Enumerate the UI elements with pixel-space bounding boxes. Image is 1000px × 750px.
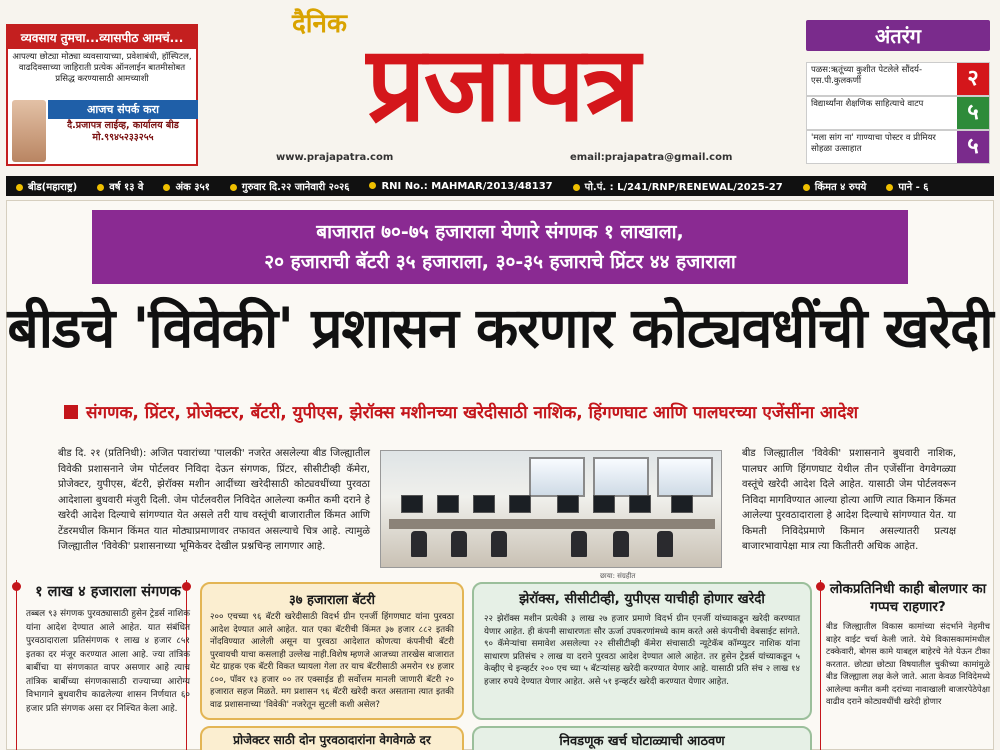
bullet-icon xyxy=(369,182,376,189)
lead-kicker-line2: २० हजाराची बॅटरी ३५ हजाराला, ३०-३५ हजाराचे प्रिंटर ४४ हजाराला xyxy=(264,251,736,273)
column-divider xyxy=(820,580,821,750)
column-divider xyxy=(16,580,17,750)
inside-item xyxy=(806,62,990,96)
info-location: बीड(महाराष्ट्र) xyxy=(6,179,87,193)
lead-photo-computer-lab xyxy=(380,450,722,568)
masthead-email: email:prajapatra@gmail.com xyxy=(570,152,733,163)
story-heading: प्रोजेक्टर साठी दोन पुरवठादारांना वेगवेगळे दर xyxy=(233,733,431,747)
photo-monitor xyxy=(593,495,615,513)
bullet-icon xyxy=(573,184,580,191)
info-postal: पो.पं. : L/241/RNP/RENEWAL/2025-27 xyxy=(563,179,793,193)
masthead-daily: दैनिक xyxy=(292,9,347,39)
inside-item-text: 'मला सांग ना' गाण्याचा पोस्टर व प्रीमियर सोहळा उत्साहात xyxy=(811,133,936,154)
photo-monitor xyxy=(557,495,579,513)
ad-headline: व्यवसाय तुमचा...व्यासपीठ आमचं... xyxy=(8,26,196,49)
ad-cta: आजच संपर्क करा xyxy=(48,100,198,119)
photo-monitor xyxy=(629,495,651,513)
ad-office-name: दै.प्रजापत्र लाईव्ह, कार्यालय बीड xyxy=(67,120,179,131)
photo-chair xyxy=(657,531,673,557)
photo-monitor xyxy=(473,495,495,513)
photo-desk xyxy=(389,519,715,529)
inside-item-text: विद्यार्थ्यांना शैक्षणिक साहित्याचे वाटप xyxy=(811,99,924,109)
masthead-website: www.prajapatra.com xyxy=(276,152,394,163)
story-xerox-box xyxy=(472,582,812,720)
lead-headline: बीडचे 'विवेकी' प्रशासन करणार कोट्यवधींची खरेदी xyxy=(7,295,993,360)
advertisement-box xyxy=(6,24,198,166)
photo-window xyxy=(593,457,649,497)
lead-kicker-line1: बाजारात ७०-७५ हजाराला येणारे संगणक १ लाखाला, xyxy=(316,221,684,243)
inside-item-page: २ xyxy=(957,63,989,95)
photo-monitor xyxy=(509,495,531,513)
info-rni: RNI No.: MAHMAR/2013/48137 xyxy=(359,181,562,192)
photo-chair xyxy=(613,531,629,557)
masthead-title: प्रजापत्र xyxy=(366,22,639,145)
photo-monitor xyxy=(401,495,423,513)
story-projector-box xyxy=(200,726,464,750)
story-heading: १ लाख ४ हजाराला संगणक xyxy=(35,584,181,600)
ad-office xyxy=(48,120,198,144)
info-price: किंमत ४ रुपये xyxy=(793,179,877,193)
photo-caption: छाया: संग्रहीत xyxy=(600,572,636,580)
bullet-icon xyxy=(163,184,170,191)
story-heading: झेरॉक्स, सीसीटीव्ही, युपीएस याचीही होणार खरेदी xyxy=(519,591,765,607)
lead-kicker xyxy=(92,210,908,284)
photo-window xyxy=(657,457,713,497)
story-representatives xyxy=(826,580,990,708)
inside-item-page: ५ xyxy=(957,97,989,129)
inside-item xyxy=(806,130,990,164)
bullet-icon xyxy=(803,184,810,191)
bullet-icon xyxy=(16,184,23,191)
inside-item-page: ५ xyxy=(957,131,989,163)
info-year: वर्ष १३ वे xyxy=(87,179,153,193)
inside-index xyxy=(806,20,990,164)
photo-window xyxy=(529,457,585,497)
lead-subhead: संगणक, प्रिंटर, प्रोजेक्टर, बॅटरी, युपीएस, झेरॉक्स मशीनच्या खरेदीसाठी नाशिक, हिंगणघाट आणि पालघरच्या एजेंसींना आदेश xyxy=(64,400,944,423)
bullet-icon xyxy=(230,184,237,191)
inside-item xyxy=(806,96,990,130)
masthead xyxy=(230,4,775,164)
photo-chair xyxy=(491,531,507,557)
issue-info-bar xyxy=(6,176,994,196)
ad-phone: मो.९९४५२३३२५५ xyxy=(92,132,154,143)
ad-body: आपल्या छोट्या मोठ्या व्यवसायाच्या, प्रवेशाबंधी, हॉस्पिटल, वाढदिवसाच्या जाहिराती प्रत्येक ऑनलाईन बातमीसोबत प्रसिद्ध करण्यासाठी आमच्याशी xyxy=(12,52,192,84)
photo-monitor xyxy=(437,495,459,513)
photo-chair xyxy=(451,531,467,557)
story-body: बीड जिल्ह्यातील विकास कामांच्या संदर्भाने नेहमीच बाहेर वाईट चर्चा केली जाते. येथे विकासकामांमधील टक्केवारी, बोगस कामे याबद्दल बाहेरचे नेते येऊन टीका करतात. छोट्या छोट्या विषयातील चुकीच्या कामांमुळे बीड जिल्ह्याला लक्ष केले जाते. आता केवळ निविदेमध्ये आलेल्या कमीत कमी दरांच्या नावाखाली बाजारपेठेपेक्षा वाढीव दराने कोट्यवधींची खरेदी होणार xyxy=(826,621,990,706)
ad-photo xyxy=(12,100,46,162)
story-election-box xyxy=(472,726,812,750)
photo-chair xyxy=(571,531,587,557)
story-body: २२ झेरॉक्स मशीन प्रत्येकी ३ लाख २७ हजार प्रमाणे विदर्भ ग्रीन एनर्जी यांच्याकडून खरेदी करण्यात येणार आहेत. ही कंपनी साधारणतः सौर ऊर्जा उपकरणांमध्ये काम करते असे कंपनीची वेबसाईट सांगते. ९० कॅमेऱ्यांचा समावेश असलेल्या २२ सीसीटीव्ही कॅमेरा संचासाठी न्यूटेकॅब कॉम्प्युटर नाशिक यांना साधारण प्रतिसंच २ लाख या दराने पुरवठा आदेश देण्यात आले आहेत. तर हुसेन ट्रेडर्स यांच्याकडून ५ केव्हीए चे इन्व्हर्टर २०० एच च्या ५ बॅटऱ्यांसह खरेदी करण्यात येणार आहे. यासाठी प्रति संच २ लाख १४ हजार रुपये देण्यात येणार आहेत. असे ५१ इन्व्हर्टर खरेदी करण्यात येणार आहेत. xyxy=(484,614,800,687)
lead-body-right: बीड जिल्ह्यातील 'विवेकी' प्रशासनाने बुधवारी नाशिक, पालघर आणि हिंगणघाट येथील तीन एजेंसींना वेगवेगळ्या वस्तूंचे खरेदी आदेश दिले आहेत. यासाठी जेम पोर्टलवरून निविदा मागविण्यात आल्या होत्या आणि त्यात किमान किंमत आलेल्या पुरवठादाराला हे आदेश दिल्याचे सांगण्यात येत. या किमती निविदेप्रमाणे किमान असल्यातरी प्रत्यक्ष बाजारभावापेक्षा मात्र त्या कितीतरी अधिक आहेत. xyxy=(742,448,956,552)
photo-monitor xyxy=(671,495,693,513)
inside-title: अंतरंग xyxy=(806,20,990,51)
story-heading: ३७ हजाराला बॅटरी xyxy=(288,593,375,608)
story-battery-box xyxy=(200,582,464,720)
story-body: तब्बल ९३ संगणक पुरवठ्यासाठी हुसेन ट्रेडर्स नाशिक यांना आदेश देण्यात आले आहेत. यात संबंधित पुरवठादाराला प्रतिसंगणक १ लाख ४ हजार ८५१ इतका दर मंजूर करण्यात आला आहे. ज्या तांत्रिक बाबींचा या संगणकात वापर असणार आहे त्याच तांत्रिक बाबींच्या संगणकासाठी राज्याच्या आरोग्य विभागाने बुधवारीच काढलेल्या शासन निर्णयात ६० हजार प्रति संगणक असा दर निश्चित केला आहे. xyxy=(26,609,190,714)
bullet-icon xyxy=(97,184,104,191)
story-heading: निवडणूक खर्च घोटाळ्याची आठवण xyxy=(559,734,725,749)
bullet-icon xyxy=(886,184,893,191)
info-date: गुरुवार दि.२२ जानेवारी २०२६ xyxy=(220,179,360,193)
lead-body-left: बीड दि. २१ (प्रतिनिधी): अजित पवारांच्या 'पालकी' नजरेत असलेल्या बीड जिल्ह्यातील विवेकी प्रशासनाने जेम पोर्टलवर निविदा देऊन संगणक, प्रिंटर, सीसीटीव्ही कॅमेरा, प्रोजेक्टर, युपीएस, बॅटरी, झेरॉक्स मशीन आदींच्या खरेदीसाठी कोट्यवधींच्या पुरवठा आदेशाला बुधवारी मंजुरी दिली. जेम पोर्टलवरील निविदेत आलेल्या कमीत कमी दराने हे खरेदी आदेश दिल्याचे सांगण्यात येत असले तरी याच वस्तूंची बाजारातील किंमत आणि टेंडरमधील किमान किंमत यात मोठ्याप्रमाणावर तफावत असल्याचे चित्र आहे. त्यामुळे जिल्ह्यातील 'विवेकी' प्रशासनाच्या भूमिकेवर देखील प्रश्नचिन्ह लागणार आहे. xyxy=(58,448,370,552)
inside-item-text: पळस:ऋतूंच्या कुशीत पेटलेले सौंदर्य-एस.पी.कुलकर्णी xyxy=(811,65,923,86)
story-body: २०० एचच्या ९६ बॅटरी खरेदीसाठी विदर्भ ग्रीन एनर्जी हिंगणघाट यांना पुरवठा आदेश देण्यात आले आहेत. यात एका बॅटरीची किंमत ३७ हजार ८८२ इतकी नोंदविण्यात आलेली असून या पुरवठा आदेशात कोणत्या कंपनीची बॅटरी पुरवायची याचा कसलाही उल्लेख नाही.विशेष म्हणजे आजच्या तारखेस बाजारात थेट ग्राहक एक बॅटरी विकत घ्यायला गेला तर याच बॅटरीसाठी अमरोन १४ हजार ८००, पॉवर १३ हजार ०० तर एक्साईड ही सर्वोत्तम मानली जाणारी बॅटरी २० हजारात सहज मिळते. मग प्रशासन ९६ बॅटरी खरेदी करत असताना त्यात इतकी वाढ प्रशासनाच्या 'विवेकी' नजरेतून सुटली कशी असेल? xyxy=(210,612,454,710)
info-issue: अंक ३५१ xyxy=(153,179,219,193)
photo-chair xyxy=(411,531,427,557)
info-pages: पाने - ६ xyxy=(876,179,938,193)
story-heading: लोकप्रतिनिधी काही बोलणार का गप्पच राहणार? xyxy=(829,581,987,615)
story-computer-price xyxy=(26,580,190,716)
square-bullet-icon xyxy=(64,405,78,419)
